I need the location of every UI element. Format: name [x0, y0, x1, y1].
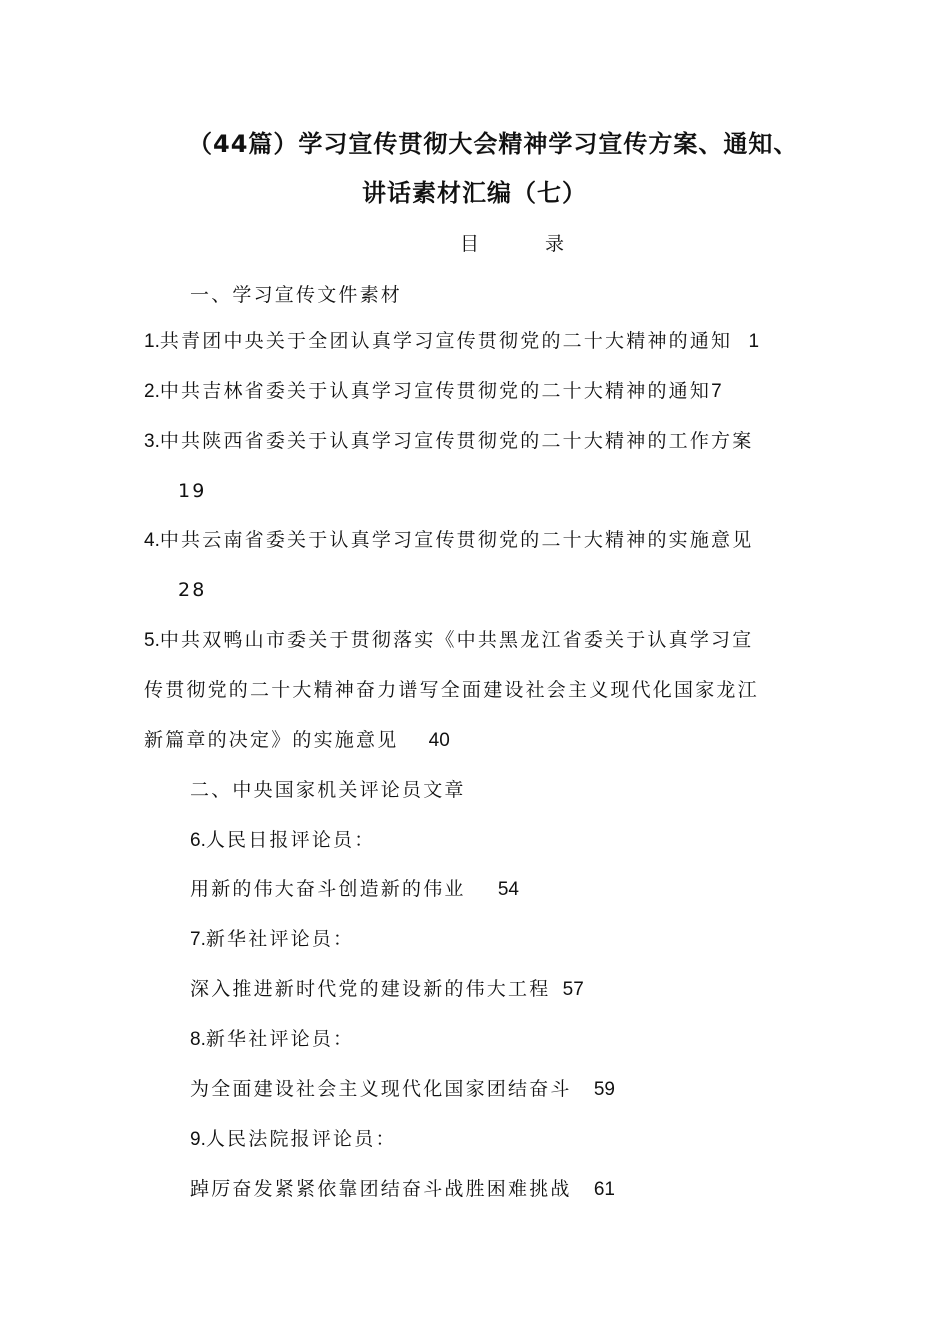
- entry-number: 7.: [190, 929, 206, 950]
- entry-title: 共青团中央关于全团认真学习宣传贯彻党的二十大精神的通知: [159, 330, 733, 352]
- entry-page-number: 57: [562, 979, 584, 1000]
- toc-entry[interactable]: [144, 329, 759, 354]
- toc-entry[interactable]: [144, 429, 753, 454]
- document-title-line-1: （44篇）学习宣传贯彻大会精神学习宣传方案、通知、: [188, 130, 799, 158]
- entry-number: 2.: [144, 381, 160, 402]
- entry-title: 为全面建设社会主义现代化国家团结奋斗: [190, 1078, 572, 1100]
- entry-author: 新华社评论员：: [205, 928, 355, 950]
- toc-entry[interactable]: [190, 1177, 615, 1202]
- entry-number: 3.: [144, 431, 160, 452]
- toc-entry[interactable]: [190, 1077, 615, 1102]
- entry-number: 1.: [144, 331, 160, 352]
- entry-title-line-1: 中共双鸭山市委关于贯彻落实《中共黑龙江省委关于认真学习宣: [159, 629, 754, 651]
- entry-title-line-2: 传贯彻党的二十大精神奋力谱写全面建设社会主义现代化国家龙江: [144, 679, 759, 701]
- toc-entry[interactable]: [190, 877, 519, 902]
- entry-number: 5.: [144, 630, 160, 651]
- entry-number: 8.: [190, 1029, 206, 1050]
- entry-number: 4.: [144, 530, 160, 551]
- entry-page-number: 54: [497, 879, 519, 900]
- entry-number: 6.: [190, 830, 206, 851]
- section-heading: 二、中央国家机关评论员文章: [190, 779, 466, 801]
- toc-entry[interactable]: [144, 379, 722, 404]
- entry-page-number: 61: [593, 1179, 615, 1200]
- toc-entry-author: [190, 1127, 397, 1152]
- entry-page-number: 40: [428, 730, 450, 751]
- toc-entry[interactable]: [190, 977, 584, 1002]
- toc-entry-author: [190, 1027, 354, 1052]
- toc-entry[interactable]: [144, 528, 753, 553]
- toc-entry-continued: [144, 728, 450, 753]
- toc-entry-author: [190, 828, 375, 853]
- entry-author: 人民日报评论员：: [205, 829, 376, 851]
- entry-number: 9.: [190, 1129, 206, 1150]
- entry-title: 踔厉奋发紧紧依靠团结奋斗战胜困难挑战: [190, 1178, 572, 1200]
- entry-page-number: 1: [748, 331, 760, 352]
- entry-title: 深入推进新时代党的建设新的伟大工程: [190, 978, 551, 1000]
- toc-entry-author: [190, 927, 354, 952]
- toc-entry[interactable]: [144, 628, 753, 653]
- section-heading: 一、学习宣传文件素材: [190, 284, 403, 306]
- entry-title: 中共吉林省委关于认真学习宣传贯彻党的二十大精神的通知: [159, 380, 712, 402]
- entry-title: 中共陕西省委关于认真学习宣传贯彻党的二十大精神的工作方案: [159, 430, 754, 452]
- entry-title-line-3: 新篇章的决定》的实施意见: [144, 729, 399, 751]
- toc-heading: 目 录: [460, 233, 595, 255]
- entry-page-number: 28: [178, 579, 207, 601]
- entry-title: 用新的伟大奋斗创造新的伟业: [190, 878, 466, 900]
- entry-page-number: 19: [178, 480, 207, 502]
- entry-author: 新华社评论员：: [205, 1028, 355, 1050]
- entry-page-number: 59: [593, 1079, 615, 1100]
- entry-author: 人民法院报评论员：: [205, 1128, 397, 1150]
- entry-page-number: 7: [711, 381, 722, 402]
- document-title-line-2: 讲话素材汇编（七）: [362, 179, 587, 207]
- entry-title: 中共云南省委关于认真学习宣传贯彻党的二十大精神的实施意见: [159, 529, 754, 551]
